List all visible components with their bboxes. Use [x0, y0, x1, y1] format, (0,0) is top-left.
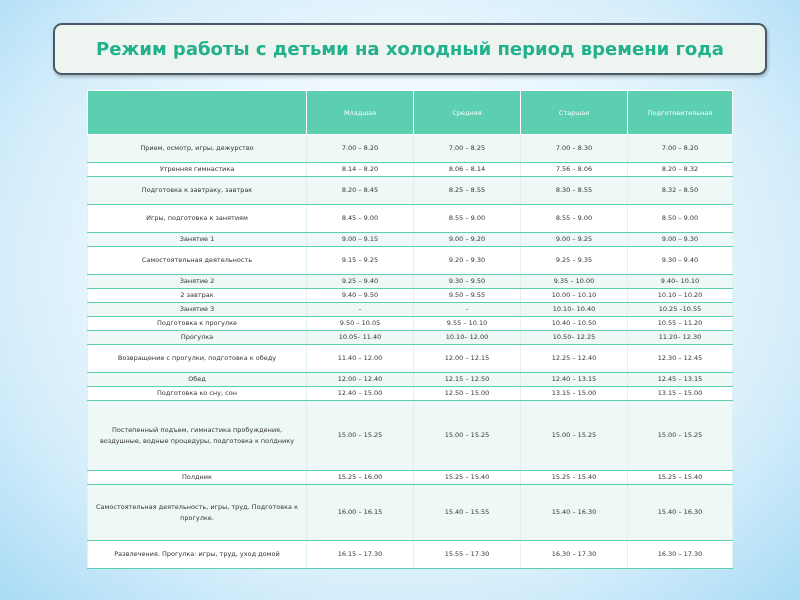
time-cell: 8.20 – 8.45: [307, 177, 414, 205]
time-cell: 10.00 – 10.10: [521, 289, 628, 303]
time-cell: 10.10 – 10.20: [628, 289, 733, 303]
time-cell: 15.25 – 15.40: [521, 471, 628, 485]
time-cell: 15.25 – 15.40: [628, 471, 733, 485]
time-cell: 15.25 – 15.40: [414, 471, 521, 485]
time-cell: 9.00 – 9.30: [628, 233, 733, 247]
activity-cell: Полдник: [88, 471, 307, 485]
time-cell: 7.00 – 8.20: [628, 135, 733, 163]
time-cell: 15.40 – 16.30: [521, 485, 628, 541]
time-cell: 9.50 – 10.05: [307, 317, 414, 331]
time-cell: 9.55 – 10.10: [414, 317, 521, 331]
activity-cell: 2 завтрак: [88, 289, 307, 303]
table-row: [88, 345, 733, 373]
time-cell: 9.25 – 9.35: [521, 247, 628, 275]
header-activity: [88, 91, 307, 135]
table-row: [88, 275, 733, 289]
table-row: [88, 233, 733, 247]
time-cell: 9.50 – 9.55: [414, 289, 521, 303]
time-cell: 9.00 – 9.20: [414, 233, 521, 247]
title-box: [53, 23, 767, 75]
time-cell: 12.50 – 15.00: [414, 387, 521, 401]
activity-cell: Развлечения. Прогулка: игры, труд, уход домой: [88, 541, 307, 569]
time-cell: 12.00 – 12.15: [414, 345, 521, 373]
table-row: [88, 163, 733, 177]
time-cell: 8.20 – 8.32: [628, 163, 733, 177]
header-senior: Старшая: [521, 91, 628, 135]
time-cell: 15.25 – 16.00: [307, 471, 414, 485]
schedule-table: [87, 90, 733, 569]
time-cell: 10.50– 12.25: [521, 331, 628, 345]
time-cell: 9.25 – 9.40: [307, 275, 414, 289]
activity-cell: Утренняя гимнастика: [88, 163, 307, 177]
table-row: [88, 205, 733, 233]
header-row: [88, 91, 733, 135]
table-row: [88, 317, 733, 331]
time-cell: 12.30 – 12.45: [628, 345, 733, 373]
time-cell: 8.55 – 9.00: [414, 205, 521, 233]
table-row: [88, 289, 733, 303]
table-row: [88, 541, 733, 569]
time-cell: 12.45 – 13.15: [628, 373, 733, 387]
time-cell: 7.00 – 8.30: [521, 135, 628, 163]
header-middle: Средняя: [414, 91, 521, 135]
time-cell: 13.15 – 15.00: [521, 387, 628, 401]
time-cell: 9.00 – 9.15: [307, 233, 414, 247]
time-cell: 8.50 – 9.00: [628, 205, 733, 233]
time-cell: 13.15 – 15.00: [628, 387, 733, 401]
header-junior: Младшая: [307, 91, 414, 135]
time-cell: 15.00 – 15.25: [414, 401, 521, 471]
table-row: [88, 485, 733, 541]
time-cell: 12.00 – 12.40: [307, 373, 414, 387]
time-cell: 7.00 – 8.20: [307, 135, 414, 163]
time-cell: 11.40 – 12.00: [307, 345, 414, 373]
time-cell: 15.40 – 15.55: [414, 485, 521, 541]
time-cell: 8.30 – 8.55: [521, 177, 628, 205]
time-cell: 9.15 – 9.25: [307, 247, 414, 275]
time-cell: 10.10– 10.40: [521, 303, 628, 317]
table-row: [88, 471, 733, 485]
table-row: [88, 401, 733, 471]
activity-cell: Самостоятельная деятельность, игры, труд. Подготовка к прогулке.: [88, 485, 307, 541]
time-cell: -: [414, 303, 521, 317]
time-cell: 8.06 – 8.14: [414, 163, 521, 177]
time-cell: 8.14 – 8.20: [307, 163, 414, 177]
time-cell: 15.55 – 17.30: [414, 541, 521, 569]
time-cell: 12.25 – 12.40: [521, 345, 628, 373]
activity-cell: Прием, осмотр, игры, дежурство: [88, 135, 307, 163]
time-cell: 9.35 – 10.00: [521, 275, 628, 289]
time-cell: 8.55 – 9.00: [521, 205, 628, 233]
time-cell: 10.10– 12.00: [414, 331, 521, 345]
table-row: [88, 135, 733, 163]
time-cell: 16.30 – 17.30: [521, 541, 628, 569]
page-title: Режим работы с детьми на холодный период времени года: [96, 38, 724, 60]
table-header: [88, 91, 733, 135]
table-row: [88, 373, 733, 387]
activity-cell: Обед: [88, 373, 307, 387]
activity-cell: Игры, подготовка к занятиям: [88, 205, 307, 233]
activity-cell: Подготовка к прогулке: [88, 317, 307, 331]
time-cell: 15.00 – 15.25: [307, 401, 414, 471]
time-cell: 10.25 –10.55: [628, 303, 733, 317]
time-cell: 15.00 – 15.25: [521, 401, 628, 471]
time-cell: 9.40 – 9.50: [307, 289, 414, 303]
time-cell: 10.55 – 11.20: [628, 317, 733, 331]
activity-cell: Самостоятельная деятельность: [88, 247, 307, 275]
time-cell: 10.05– 11.40: [307, 331, 414, 345]
activity-cell: Подготовка ко сну, сон: [88, 387, 307, 401]
time-cell: 12.40 – 15.00: [307, 387, 414, 401]
table-row: [88, 331, 733, 345]
activity-cell: Прогулка: [88, 331, 307, 345]
activity-cell: Постепенный подъем, гимнастика пробуждения, воздушные, водные процедуры, подготовка к полднику: [88, 401, 307, 471]
time-cell: 7.56 – 8.06: [521, 163, 628, 177]
table-row: [88, 177, 733, 205]
time-cell: 16.15 – 17.30: [307, 541, 414, 569]
time-cell: 15.40 – 16.30: [628, 485, 733, 541]
time-cell: 16.30 – 17.30: [628, 541, 733, 569]
time-cell: 12.40 – 13.15: [521, 373, 628, 387]
time-cell: 11.20– 12.30: [628, 331, 733, 345]
table-body: [88, 135, 733, 569]
table-row: [88, 387, 733, 401]
time-cell: 9.00 – 9.25: [521, 233, 628, 247]
time-cell: 8.45 – 9.00: [307, 205, 414, 233]
time-cell: -: [307, 303, 414, 317]
time-cell: 16.00 – 16.15: [307, 485, 414, 541]
time-cell: 7.00 – 8.25: [414, 135, 521, 163]
time-cell: 9.20 – 9.30: [414, 247, 521, 275]
time-cell: 10.40 – 10.50: [521, 317, 628, 331]
table-row: [88, 247, 733, 275]
time-cell: 15.00 – 15.25: [628, 401, 733, 471]
time-cell: 9.30 – 9.50: [414, 275, 521, 289]
time-cell: 9.30 – 9.40: [628, 247, 733, 275]
table-row: [88, 303, 733, 317]
time-cell: 9.40– 10.10: [628, 275, 733, 289]
time-cell: 12.15 – 12.50: [414, 373, 521, 387]
time-cell: 8.32 – 8.50: [628, 177, 733, 205]
header-preparatory: Подготовительная: [628, 91, 733, 135]
time-cell: 8.25 – 8.55: [414, 177, 521, 205]
activity-cell: Занятие 2: [88, 275, 307, 289]
activity-cell: Возвращение с прогулки, подготовка к обеду: [88, 345, 307, 373]
activity-cell: Занятие 3: [88, 303, 307, 317]
activity-cell: Подготовка к завтраку, завтрак: [88, 177, 307, 205]
activity-cell: Занятие 1: [88, 233, 307, 247]
